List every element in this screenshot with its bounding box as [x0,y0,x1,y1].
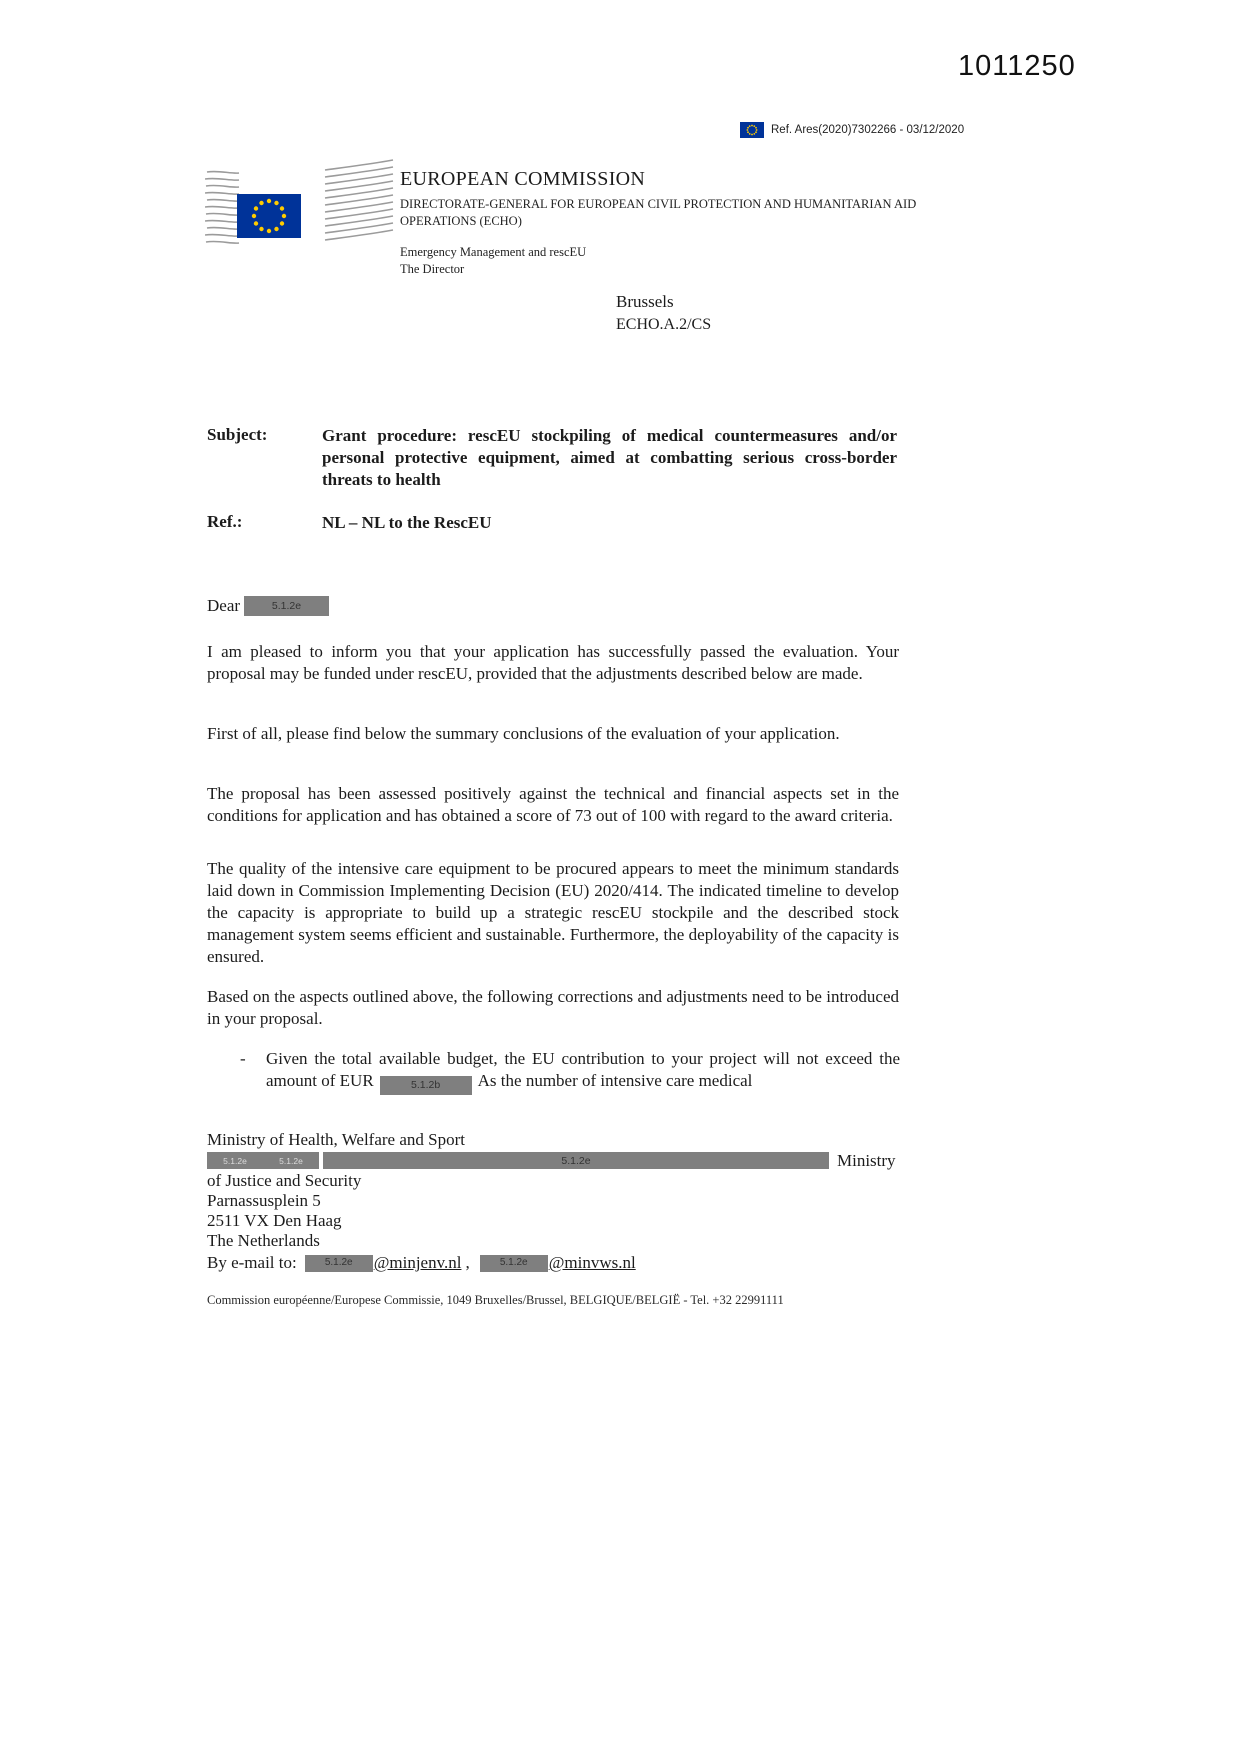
directorate-name: DIRECTORATE-GENERAL FOR EUROPEAN CIVIL PROTECTION AND HUMANITARIAN AID OPERATIONS (ECHO) [400,197,917,228]
salutation [207,596,329,616]
commission-footer-line: Commission européenne/Europese Commissie, 1049 Bruxelles/Brussel, BELGIQUE/BELGIË - Tel. +32 22991111 [207,1293,784,1307]
recipient-address-block [207,1130,917,1273]
recipient-line-3: Parnassusplein 5 [207,1191,321,1210]
paragraph-1: I am pleased to inform you that your application has successfully passed the evaluation. Your proposal may be funded under rescEU, provided that the adjustments described below are made. [207,642,899,683]
recipient-line-2: of Justice and Security [207,1171,362,1190]
paragraph-4: The quality of the intensive care equipment to be procured appears to meet the minimum standards laid down in Commission Implementing Decision (EU) 2020/414. The indicated timeline to develop the capacity is appropriate to build up a strategic rescEU stockpile and the described stock management system seems efficient and sustainable. Furthermore, the deployability of the capacity is ensured. [207,859,899,966]
redaction-bar: 5.1.2e [305,1255,373,1272]
ares-ref-text: Ref. Ares(2020)7302266 - 03/12/2020 [771,124,965,136]
email-separator: , [465,1253,470,1272]
european-commission-logo [205,158,395,254]
paragraph-2: First of all, please find below the summary conclusions of the evaluation of your application. [207,724,840,743]
bullet-item [240,1048,900,1092]
subject-label: Subject: [207,425,268,444]
redaction-bar [207,1152,319,1169]
ares-registration-line [740,122,964,138]
salutation-prefix: Dear [207,596,241,615]
redaction-bar: 5.1.2b [380,1076,472,1095]
bullet-pre: Given the total available budget, the EU contribution to your project will not exceed the amount of EUR [266,1049,900,1090]
email-domain-2: @minvws.nl [548,1253,636,1272]
reference-label: Ref.: [207,512,243,531]
unit-name: Emergency Management and rescEU [400,244,587,259]
redaction-label: 5.1.2e [223,1155,247,1166]
place: Brussels [616,292,674,311]
recipient-line-1: Ministry of Health, Welfare and Sport [207,1130,465,1149]
bullet-post: As the number of intensive care medical [477,1071,753,1090]
recipient-line-4: 2511 VX Den Haag [207,1211,342,1230]
subject-text: Grant procedure: rescEU stockpiling of medical countermeasures and/or personal protective equipment, aimed at combatting serious cross-border threats to health [322,426,897,489]
reference-row [207,512,897,534]
unit-code: ECHO.A.2/CS [616,315,712,333]
eu-flag-icon [740,122,764,138]
document-number: 1011250 [958,50,1076,82]
email-row [207,1253,917,1273]
recipient-line-5: The Netherlands [207,1231,320,1250]
bullet-dash: - [240,1049,246,1068]
subject-row [207,425,897,491]
email-label: By e-mail to: [207,1253,297,1272]
recipient-after-bar: Ministry [837,1150,896,1170]
redacted-recipient-row [207,1151,917,1170]
redaction-bar [323,1152,829,1169]
paragraph-5: Based on the aspects outlined above, the following corrections and adjustments need to be introduced in your proposal. [207,987,899,1028]
place-and-code [616,290,711,336]
email-domain-1: @minjenv.nl [373,1253,462,1272]
paragraph-3: The proposal has been assessed positively against the technical and financial aspects set in the conditions for application and has obtained a score of 73 out of 100 with regard to the award criteria. [207,784,899,825]
redaction-bar: 5.1.2e [480,1255,548,1272]
sender-role: The Director [400,261,465,276]
bullet-text [266,1048,900,1092]
redaction-label: 5.1.2e [561,1154,591,1167]
redaction-bar: 5.1.2e [244,596,329,616]
redaction-label: 5.1.2e [279,1155,303,1166]
institution-name: EUROPEAN COMMISSION [400,168,646,190]
reference-text: NL – NL to the RescEU [322,513,492,532]
letterhead [400,168,945,277]
